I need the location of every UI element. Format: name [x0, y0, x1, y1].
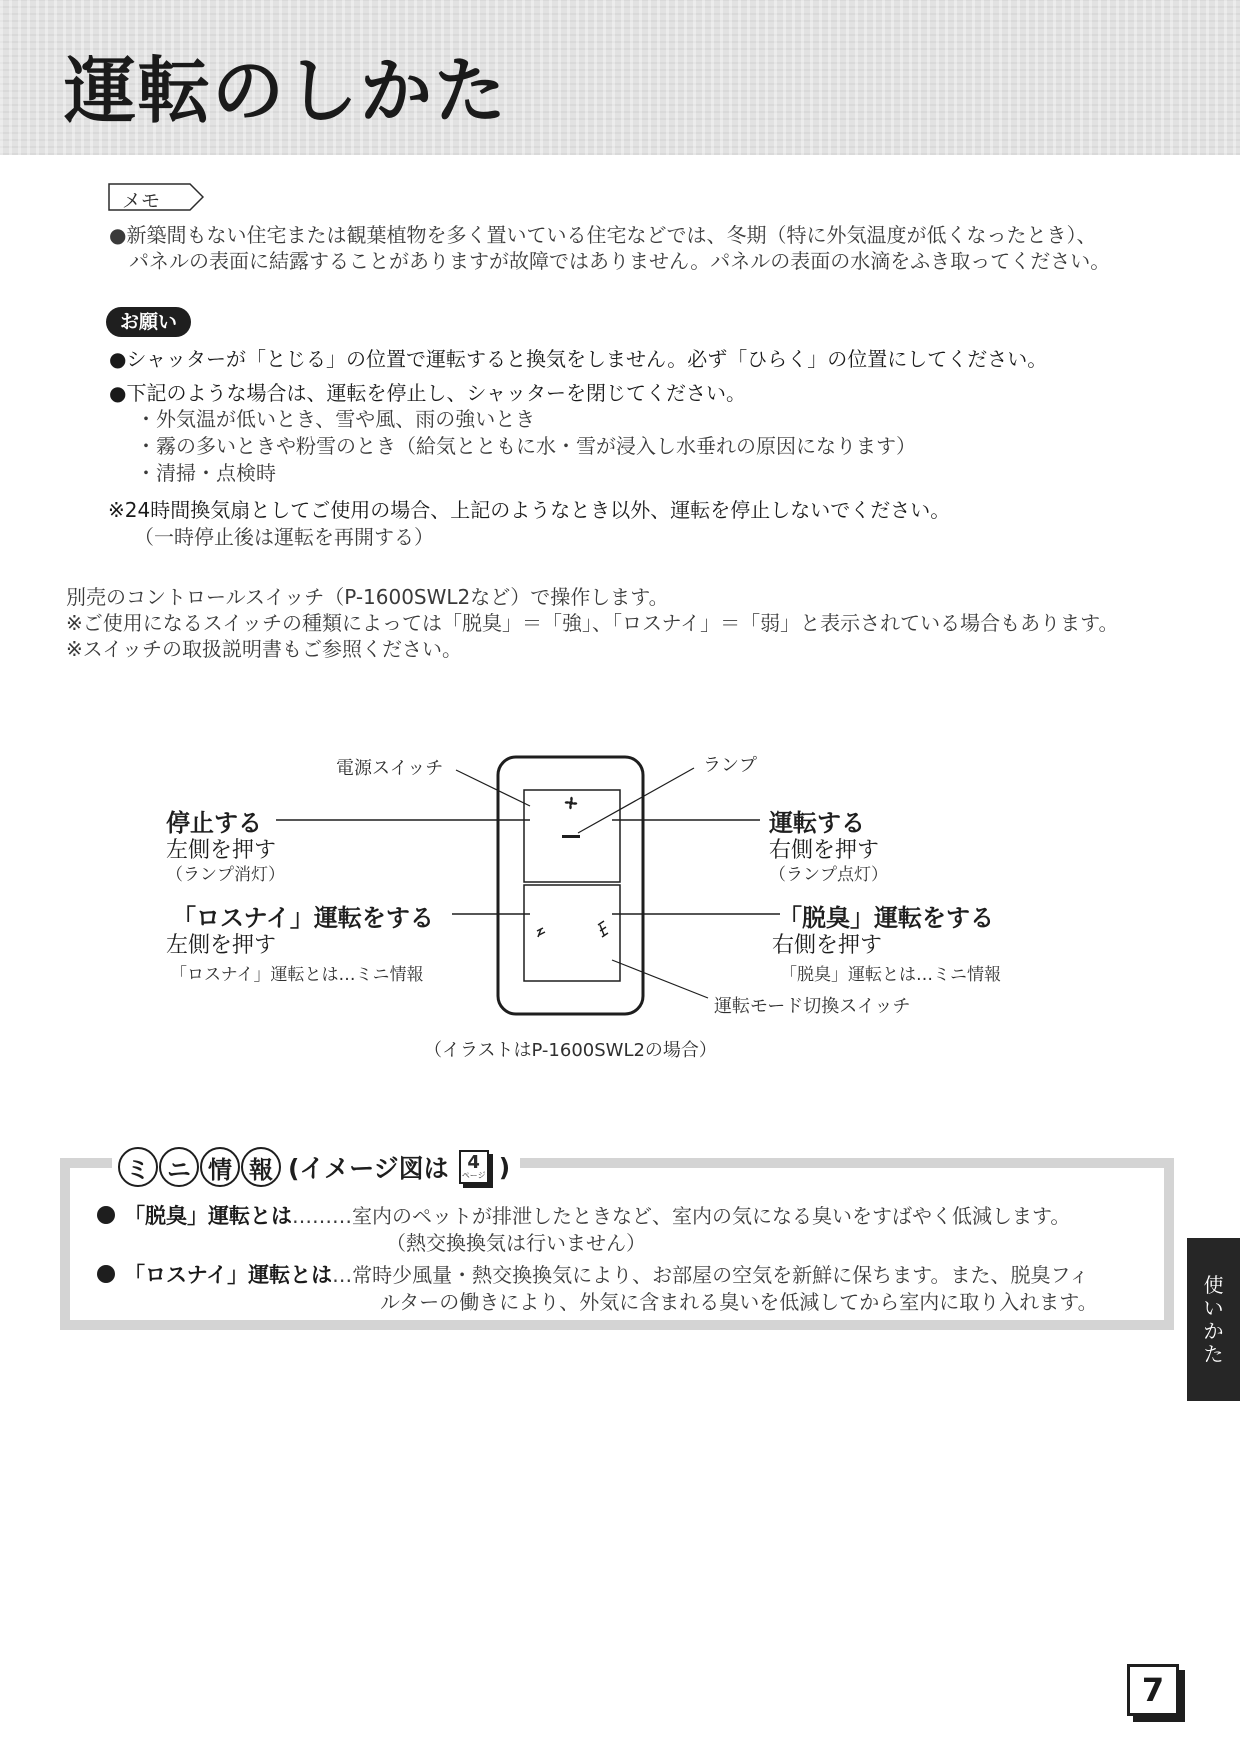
mini-info-item — [124, 1200, 1070, 1230]
intro-line-2: ※ご使用になるスイッチの種類によっては「脱臭」＝「強」、「ロスナイ」＝「弱」と表示されている場合もあります。 — [66, 611, 1119, 635]
section-side-tab — [1187, 1238, 1240, 1401]
side-tab-char: か — [1203, 1319, 1224, 1343]
deodor-title: 「脱臭」運転をする — [778, 904, 994, 932]
side-tab-char: い — [1203, 1296, 1224, 1320]
mini-info-title — [112, 1142, 520, 1192]
mini-info-text-cont: ルターの働きにより、外気に含まれる臭いを低減してから室内に取り入れます。 — [380, 1290, 1098, 1314]
mini-info-text-cont: （熱交換換気は行いません） — [386, 1231, 646, 1255]
bullet-icon — [97, 1265, 115, 1283]
lamp-label: ランプ — [703, 755, 757, 776]
stop-title: 停止する — [166, 809, 262, 837]
mode-switch-label: 運転モード切換スイッチ — [714, 996, 911, 1017]
mini-info-key: 「脱臭」運転とは — [124, 1204, 292, 1228]
run-action: 右側を押す — [769, 838, 880, 863]
lamp-indicator — [562, 835, 580, 838]
request-bullet-1: ●シャッターが「とじる」の位置で運転すると換気をしません。必ず「ひらく」の位置にしてください。 — [109, 347, 1048, 371]
mini-info-char: 情 — [200, 1147, 240, 1187]
lossnay-title: 「ロスナイ」運転をする — [172, 904, 434, 932]
mini-info-char: 報 — [241, 1147, 281, 1187]
mini-info-char: ミ — [118, 1147, 158, 1187]
side-tab-char: 使 — [1203, 1273, 1224, 1297]
request-subitem: ・清掃・点検時 — [136, 461, 276, 485]
lossnay-ref: 「ロスナイ」運転とは…ミニ情報 — [170, 965, 424, 985]
request-note: ※24時間換気扇としてご使用の場合、上記のようなとき以外、運転を停止しないでください。 — [108, 498, 951, 522]
mini-info-title-prefix: (イメージ図は — [288, 1154, 449, 1183]
page-reference-unit: ページ — [461, 1171, 486, 1180]
run-title: 運転する — [769, 809, 865, 837]
deodor-ref: 「脱臭」運転とは…ミニ情報 — [780, 965, 1001, 985]
memo-tag-label: メモ — [122, 190, 161, 212]
page-number: 7 — [1127, 1664, 1179, 1716]
diagram-caption: （イラストはP-1600SWL2の場合） — [424, 1040, 717, 1061]
mini-info-title-suffix: ) — [498, 1152, 511, 1182]
side-tab-char: た — [1203, 1342, 1224, 1366]
mini-info-char: ニ — [159, 1147, 199, 1187]
run-note: （ランプ点灯） — [769, 865, 888, 885]
page-title: 運転のしかた — [64, 49, 509, 133]
intro-line-1: 別売のコントロールスイッチ（P-1600SWL2など）で操作します。 — [66, 585, 669, 609]
request-bullet-2: ●下記のような場合は、運転を停止し、シャッターを閉じてください。 — [109, 381, 747, 405]
page-reference-number: 4 — [467, 1152, 480, 1173]
power-switch-label: 電源スイッチ — [336, 758, 444, 779]
memo-line-1: ●新築間もない住宅または観葉植物を多く置いている住宅などでは、冬期（特に外気温度が低くなったとき）、 — [109, 223, 1097, 247]
deodor-action: 右側を押す — [772, 933, 883, 958]
lossnay-action: 左側を押す — [166, 933, 277, 958]
mini-info-key: 「ロスナイ」運転とは — [124, 1263, 333, 1287]
mini-info-text: 常時少風量・熱交換換気により、お部屋の空気を新鮮に保ちます。また、脱臭フィ — [352, 1263, 1089, 1287]
bullet-icon — [97, 1206, 115, 1224]
stop-action: 左側を押す — [166, 838, 277, 863]
mini-info-dots: ……… — [292, 1204, 352, 1228]
memo-line-2: パネルの表面に結露することがありますが故障ではありません。パネルの表面の水滴をふき取ってください。 — [129, 249, 1111, 273]
request-subitem: ・外気温が低いとき、雪や風、雨の強いとき — [136, 407, 536, 431]
mini-info-item — [124, 1259, 1089, 1289]
mini-info-text: 室内のペットが排泄したときなど、室内の気になる臭いをすばやく低減します。 — [352, 1204, 1071, 1228]
request-tag: お願い — [106, 307, 191, 337]
request-note-sub: （一時停止後は運転を再開する） — [134, 525, 434, 549]
stop-note: （ランプ消灯） — [166, 865, 285, 885]
request-subitem: ・霧の多いときや粉雪のとき（給気とともに水・雪が浸入し水垂れの原因になります） — [136, 434, 916, 458]
mode-switch-rocker — [524, 885, 620, 981]
page-reference-badge — [459, 1150, 489, 1184]
intro-line-3: ※スイッチの取扱説明書もご参照ください。 — [66, 637, 462, 661]
mini-info-dots: … — [332, 1263, 353, 1287]
